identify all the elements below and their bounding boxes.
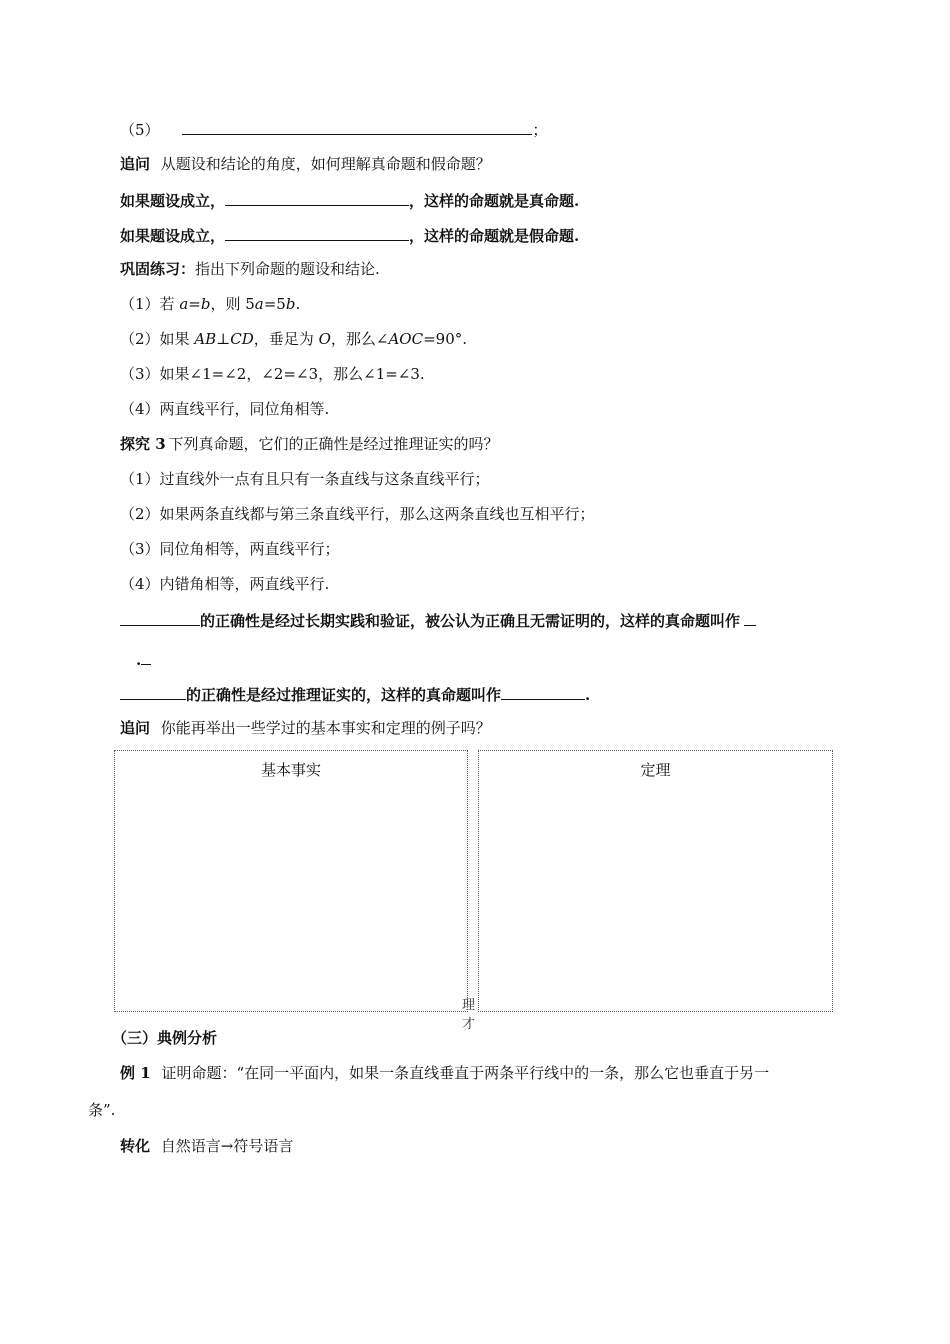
explore-3-text: 下列真命题，它们的正确性是经过推理证实的吗？ xyxy=(168,435,499,453)
followup-2-text: 你能再举出一些学过的基本事实和定理的例子吗？ xyxy=(160,719,491,737)
practice-item-1 xyxy=(120,294,300,314)
theorem-def-text: 的正确性是经过推理证实的，这样的真命题叫作 xyxy=(186,686,502,704)
practice-item-4: （4）两直线平行，同位角相等. xyxy=(120,400,330,418)
var-a-2: a xyxy=(254,295,264,313)
practice-2-end: =90°. xyxy=(423,330,468,348)
followup-1-text: 从题设和结论的角度，如何理解真命题和假命题？ xyxy=(160,155,491,173)
example-1-cont: 条”. xyxy=(88,1101,116,1119)
followup-1 xyxy=(120,154,491,174)
practice-1-mid: ，则 5 xyxy=(210,295,255,313)
explore-3-item-4: （4）内错角相等，两直线平行. xyxy=(120,575,330,593)
followup-1-label: 追问 xyxy=(120,155,151,173)
theorem-def xyxy=(120,683,590,705)
axiom-term-blank-cont[interactable] xyxy=(141,648,151,665)
item-5-blank[interactable] xyxy=(182,118,532,135)
practice-heading xyxy=(120,259,380,279)
explore-3-label: 探究 3 xyxy=(120,435,166,453)
transform-label: 转化 xyxy=(120,1137,151,1155)
axiom-def xyxy=(120,609,756,631)
basic-facts-title: 基本事实 xyxy=(260,761,321,779)
theorem-name-blank[interactable] xyxy=(120,683,186,700)
practice-2-mid2: ，那么∠ xyxy=(330,330,389,348)
section-3-title: （三）典例分析 xyxy=(112,1029,218,1047)
practice-1-prefix: （1）若 xyxy=(120,295,180,313)
true-proposition-def xyxy=(120,189,579,211)
explore-3-item-2: （2）如果两条直线都与第三条直线平行，那么这两条直线也互相平行； xyxy=(120,505,595,523)
practice-2-mid: ，垂足为 xyxy=(253,330,319,348)
practice-text: 指出下列命题的题设和结论. xyxy=(195,260,380,278)
segment-cd: CD xyxy=(230,330,254,348)
true-def-start: 如果题设成立， xyxy=(120,192,226,210)
example-1-text: 证明命题：“在同一平面内，如果一条直线垂直于两条平行线中的一条，那么它也垂直于另一 xyxy=(161,1064,770,1082)
item-5 xyxy=(120,118,547,140)
angle-aoc: AOC xyxy=(388,330,424,348)
axiom-term-blank[interactable] xyxy=(744,609,756,626)
false-def-blank[interactable] xyxy=(225,224,409,241)
explore-3-item-1: （1）过直线外一点有且只有一条直线与这条直线平行； xyxy=(120,470,490,488)
var-b: b xyxy=(200,295,211,313)
false-proposition-def xyxy=(120,224,579,246)
practice-1-end: . xyxy=(295,295,301,313)
point-o: O xyxy=(318,330,331,348)
box-overlap-artifact: 理才 xyxy=(462,998,476,1032)
followup-2-label: 追问 xyxy=(120,719,151,737)
var-a: a xyxy=(179,295,189,313)
axiom-def-text: 的正确性是经过长期实践和验证，被公认为正确且无需证明的，这样的真命题叫作 xyxy=(200,612,741,630)
axiom-name-blank[interactable] xyxy=(120,609,200,626)
basic-facts-box[interactable] xyxy=(114,750,468,1012)
theorem-term-blank[interactable] xyxy=(501,683,585,700)
transform-text: 自然语言→符号语言 xyxy=(160,1137,294,1155)
item-5-end: ； xyxy=(532,121,548,139)
true-def-end: ，这样的命题就是真命题. xyxy=(409,192,580,210)
theorems-box[interactable] xyxy=(478,750,833,1012)
eq-sign-2: =5 xyxy=(263,295,286,313)
eq-sign: = xyxy=(188,295,201,313)
followup-2 xyxy=(120,718,491,738)
example-1-label: 例 1 xyxy=(120,1064,151,1082)
practice-2-prefix: （2）如果 xyxy=(120,330,195,348)
item-5-label: （5） xyxy=(120,121,160,139)
true-def-blank[interactable] xyxy=(225,189,409,206)
perp-symbol: ⊥ xyxy=(216,330,231,348)
transform xyxy=(120,1136,293,1156)
false-def-start: 如果题设成立， xyxy=(120,227,226,245)
practice-item-3: （3）如果∠1=∠2，∠2=∠3，那么∠1=∠3. xyxy=(120,365,425,383)
explore-3-heading xyxy=(120,434,498,454)
theorems-title: 定理 xyxy=(640,761,671,779)
practice-item-2 xyxy=(120,329,467,349)
theorem-def-end: . xyxy=(585,686,591,704)
var-b-2: b xyxy=(285,295,296,313)
axiom-def-tail: . xyxy=(136,651,142,669)
segment-ab: AB xyxy=(194,330,217,348)
example-1 xyxy=(120,1063,769,1083)
false-def-end: ，这样的命题就是假命题. xyxy=(409,227,580,245)
axiom-def-cont xyxy=(136,648,151,670)
practice-label: 巩固练习： xyxy=(120,260,196,278)
explore-3-item-3: （3）同位角相等，两直线平行； xyxy=(120,540,340,558)
